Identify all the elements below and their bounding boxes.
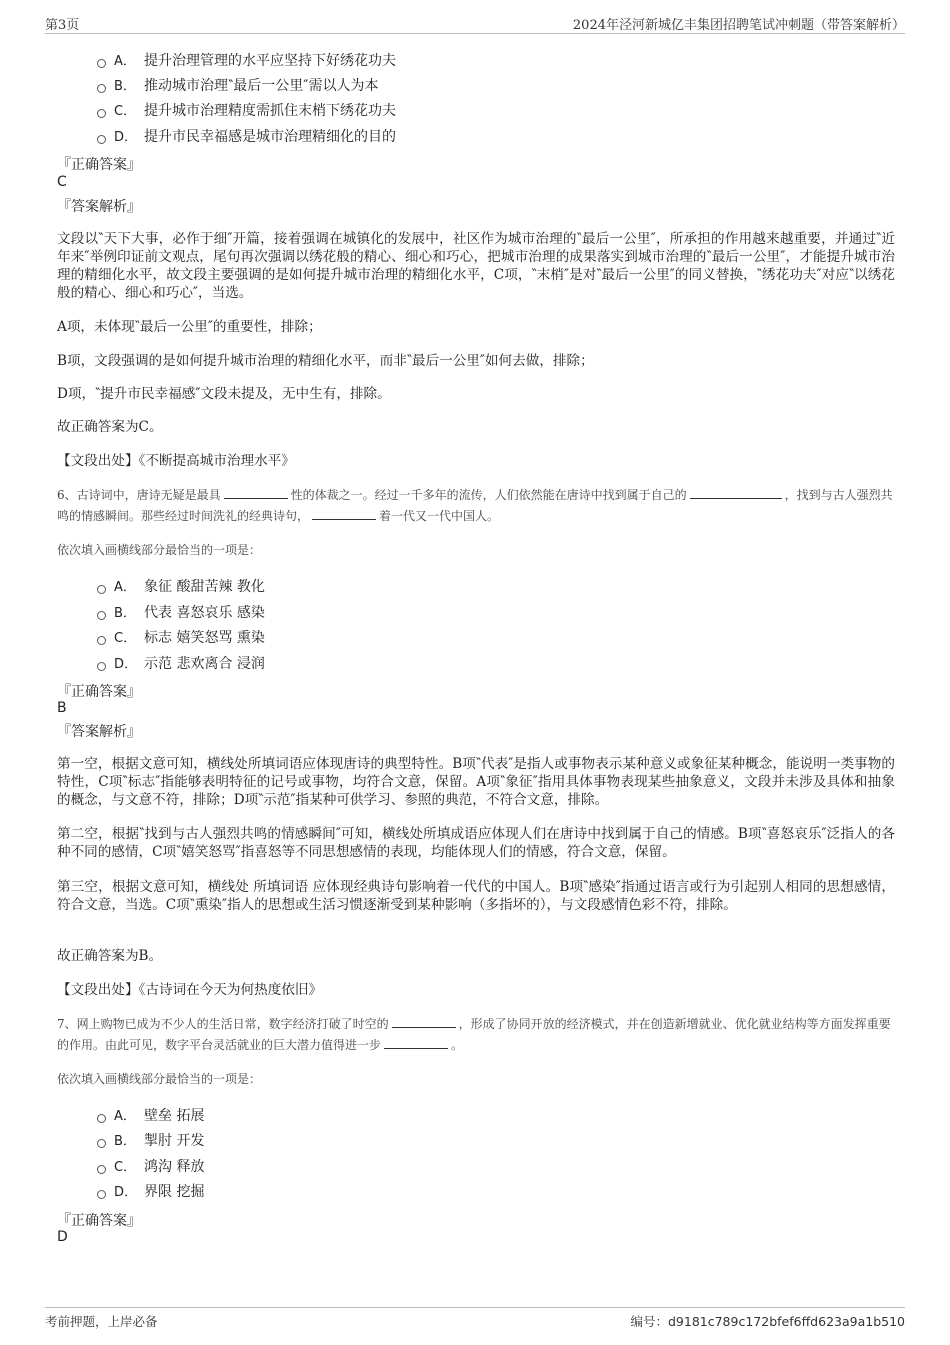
radio-icon[interactable] [97, 585, 106, 594]
radio-icon[interactable] [97, 84, 106, 93]
q6-source: 【文段出处】《古诗词在今天为何热度依旧》 [57, 982, 323, 998]
page-footer [45, 1312, 905, 1330]
q7-stem: 7、网上购物已成为不少人的生活日常，数字经济打破了时空的 ，形成了协同开放的经济模式，并在创造新增就业、优化就业结构等方面发挥重要的作用。由此可见，数字平台灵活就业的巨大潜力值得进一步 。 [57, 1017, 891, 1052]
q5-option-a[interactable]: A． 提升治理管理的水平应坚持下好绣花功夫 [97, 50, 396, 72]
q6-analysis-blank1: 第一空，根据文意可知，横线处所填词语应体现唐诗的典型特性。B项‶代表″是指人或事物表示某种意义或象征某种概念，能说明一类事物的特性，C项‶标志″指能够表明特征的记号或事物，均符合文意，保留。A项‶象征″指用具体事物表现某些抽象意义，文段并未涉及具体和抽象的概念，与文意不符，排除；D项‶示范″指某种可供学习、参照的典范，不符合文意，排除。 [57, 756, 895, 808]
q7-option-c[interactable]: C． 鸿沟 释放 [97, 1156, 204, 1178]
header-divider [45, 33, 905, 34]
q7-answer: D [57, 1229, 68, 1245]
radio-icon[interactable] [97, 662, 106, 671]
q6-analysis-blank3: 第三空，根据文意可知，横线处 所填词语 应体现经典诗句影响着一代代的中国人。B项‶感染″指通过语言或行为引起别人相同的思想感情，符合文意，当选。C项‶熏染″指人的思想或生活习惯逐渐受到某种影响（多指坏的），与文段感情色彩不符，排除。 [57, 879, 895, 913]
q6-analysis-label: 『答案解析』 [57, 724, 141, 740]
radio-icon[interactable] [97, 1114, 106, 1123]
q5-source: 【文段出处】《不断提高城市治理水平》 [57, 453, 295, 469]
blank [312, 507, 376, 520]
blank [224, 486, 288, 499]
q5-analysis-conclusion: 故正确答案为C。 [57, 419, 163, 435]
q5-analysis-label: 『答案解析』 [57, 199, 141, 215]
q5-analysis-a: A项，未体现‶最后一公里″的重要性，排除； [57, 319, 322, 335]
page-number: 第3页 [45, 18, 80, 33]
q7-option-a[interactable]: A． 壁垒 拓展 [97, 1105, 204, 1127]
q7-option-b[interactable]: B． 掣肘 开发 [97, 1130, 204, 1152]
q7-option-d[interactable]: D． 界限 挖掘 [97, 1181, 204, 1203]
blank [690, 486, 782, 499]
q5-analysis-d: D项，‶提升市民幸福感″文段未提及，无中生有，排除。 [57, 386, 391, 402]
q5-analysis-main: 文段以‶天下大事，必作于细″开篇，接着强调在城镇化的发展中，社区作为城市治理的‶最后一公里″，所承担的作用越来越重要，并通过‶近年来″举例印证前文观点，尾句再次强调以绣花般的精心、细心和巧心，把城市治理的成果落实到城市治理的‶最后一公里″，才能提升城市治理的精细化水平，故文段主要强调的是如何提升城市治理的精细化水平，C项，‶末梢″是对‶最后一公里″的同义替换，‶绣花功夫″对应‶以绣花般的精心、细心和巧心″，当选。 [57, 231, 895, 301]
q6-option-a[interactable]: A． 象征 酸甜苦辣 教化 [97, 576, 265, 598]
q6-stem: 6、古诗词中，唐诗无疑是最具 性的体裁之一。经过一千多年的流传，人们依然能在唐诗中找到属于自己的 ，找到与古人强烈共鸣的情感瞬间。那些经过时间洗礼的经典诗句， 着一代又一代中国人。 [57, 488, 893, 523]
radio-icon[interactable] [97, 109, 106, 118]
q6-answer-label: 『正确答案』 [57, 684, 141, 700]
q6-option-d[interactable]: D． 示范 悲欢离合 浸润 [97, 653, 265, 675]
q5-option-c[interactable]: C． 提升城市治理精度需抓住末梢下绣花功夫 [97, 100, 396, 122]
radio-icon[interactable] [97, 1165, 106, 1174]
q5-answer-label: 『正确答案』 [57, 157, 141, 173]
radio-icon[interactable] [97, 1139, 106, 1148]
document-code: 编号：d9181c789c172bfef6ffd623a9a1b510 [630, 1314, 905, 1329]
radio-icon[interactable] [97, 59, 106, 68]
q6-option-b[interactable]: B． 代表 喜怒哀乐 感染 [97, 602, 265, 624]
radio-icon[interactable] [97, 611, 106, 620]
q7-prompt: 依次填入画横线部分最恰当的一项是： [57, 1072, 262, 1086]
blank [392, 1015, 456, 1028]
q7-answer-label: 『正确答案』 [57, 1213, 141, 1229]
q5-answer: C [57, 174, 67, 190]
radio-icon[interactable] [97, 135, 106, 144]
document-title: 2024年泾河新城亿丰集团招聘笔试冲刺题（带答案解析） [572, 18, 905, 33]
q6-analysis-blank2: 第二空，根据‶找到与古人强烈共鸣的情感瞬间″可知，横线处所填成语应体现人们在唐诗中找到属于自己的情感。B项‶喜怒哀乐″泛指人的各种不同的感情，C项‶嬉笑怒骂″指喜怒等不同思想感情的表现，均能体现人们的情感，符合文意，保留。 [57, 826, 895, 860]
q5-option-b[interactable]: B． 推动城市治理‶最后一公里″需以人为本 [97, 75, 378, 97]
q5-option-d[interactable]: D． 提升市民幸福感是城市治理精细化的目的 [97, 126, 396, 148]
footer-divider [45, 1307, 905, 1308]
q6-analysis-conclusion: 故正确答案为B。 [57, 948, 163, 964]
q6-option-c[interactable]: C． 标志 嬉笑怒骂 熏染 [97, 627, 265, 649]
q6-prompt: 依次填入画横线部分最恰当的一项是： [57, 543, 262, 557]
radio-icon[interactable] [97, 1190, 106, 1199]
page-header [45, 14, 905, 34]
q5-analysis-b: B项，文段强调的是如何提升城市治理的精细化水平，而非‶最后一公里″如何去做，排除； [57, 353, 594, 369]
radio-icon[interactable] [97, 636, 106, 645]
blank [384, 1036, 448, 1049]
footer-slogan: 考前押题，上岸必备 [45, 1314, 158, 1329]
q6-answer: B [57, 700, 67, 716]
